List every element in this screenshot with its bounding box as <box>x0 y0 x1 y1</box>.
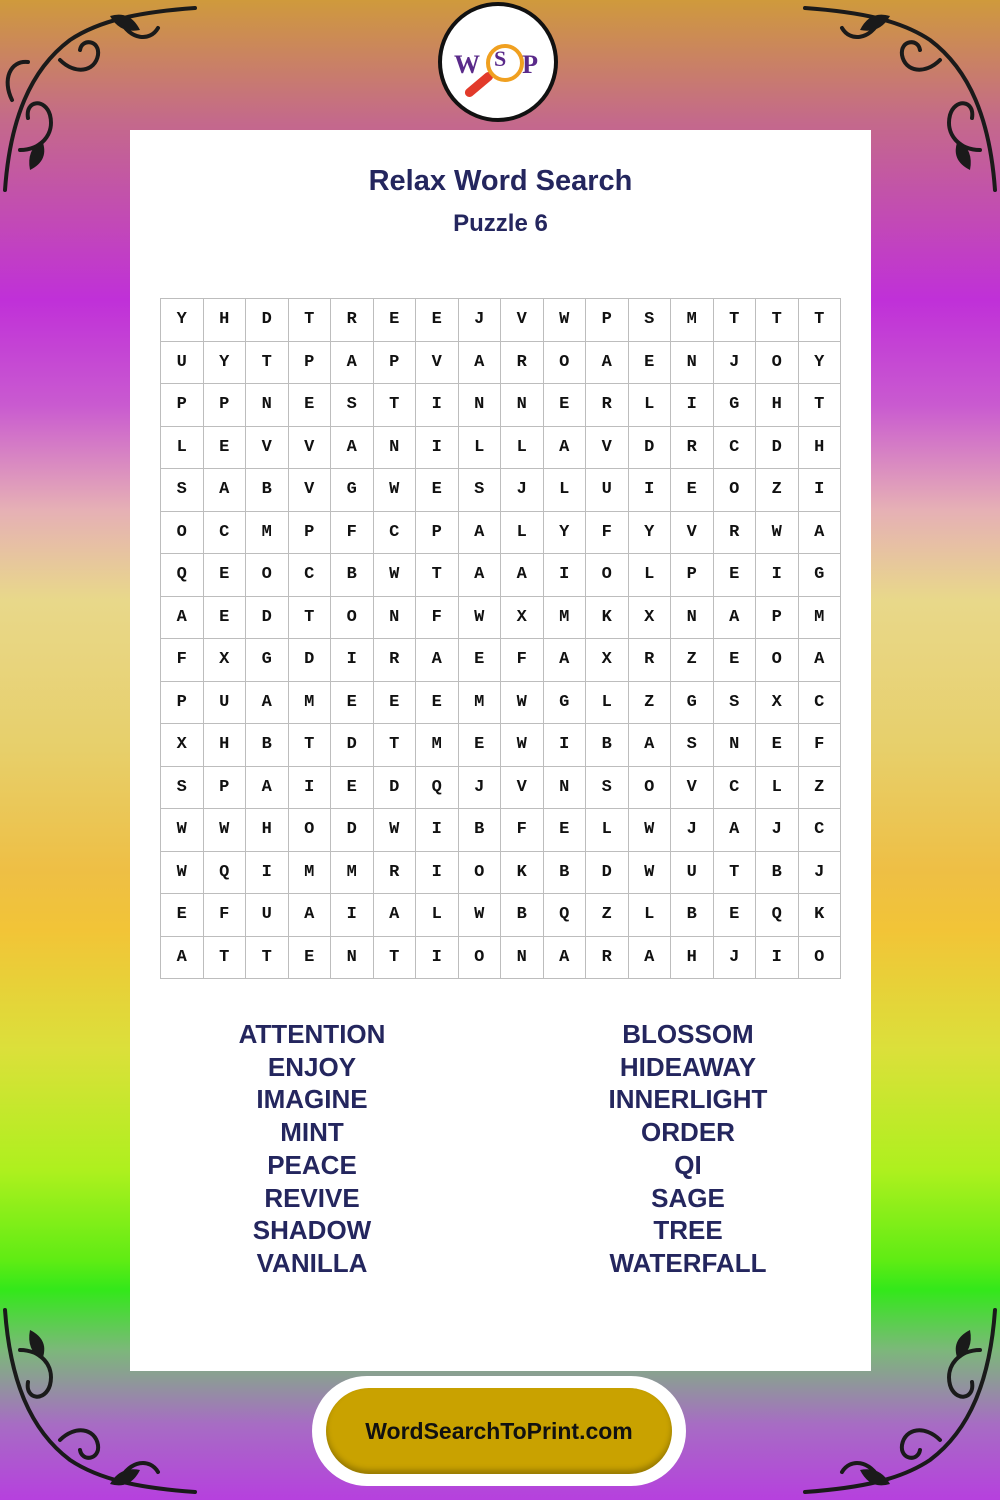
word-list-item: REVIVE <box>264 1182 360 1213</box>
grid-cell[interactable]: W <box>374 809 417 852</box>
grid-cell[interactable]: W <box>501 724 544 767</box>
word-list-left <box>162 1018 462 1280</box>
grid-cell[interactable]: E <box>374 682 417 725</box>
grid-cell[interactable]: E <box>416 299 459 342</box>
word-list-item: ATTENTION <box>238 1019 386 1049</box>
grid-cell[interactable]: A <box>586 342 629 385</box>
grid-cell[interactable]: A <box>714 809 757 852</box>
grid-cell[interactable]: H <box>204 299 247 342</box>
grid-cell[interactable]: M <box>544 597 587 640</box>
grid-cell[interactable]: F <box>331 512 374 555</box>
grid-cell[interactable]: S <box>714 682 757 725</box>
grid-cell[interactable]: W <box>459 597 502 640</box>
grid-cell[interactable]: N <box>331 937 374 980</box>
grid-cell[interactable]: I <box>756 554 799 597</box>
grid-cell[interactable]: P <box>756 597 799 640</box>
grid-cell[interactable]: L <box>586 682 629 725</box>
grid-cell[interactable]: A <box>161 597 204 640</box>
grid-cell[interactable]: A <box>501 554 544 597</box>
grid-cell[interactable]: V <box>501 299 544 342</box>
grid-cell[interactable]: W <box>374 469 417 512</box>
grid-cell[interactable]: A <box>799 639 842 682</box>
grid-cell[interactable]: A <box>459 342 502 385</box>
grid-cell[interactable]: I <box>544 554 587 597</box>
grid-cell[interactable]: V <box>416 342 459 385</box>
grid-cell[interactable]: V <box>246 427 289 470</box>
grid-cell[interactable]: T <box>374 937 417 980</box>
footer-url-text: WordSearchToPrint.com <box>365 1417 633 1444</box>
grid-cell[interactable]: V <box>289 469 332 512</box>
grid-cell[interactable]: D <box>246 299 289 342</box>
grid-cell[interactable]: J <box>714 937 757 980</box>
grid-cell[interactable]: E <box>756 724 799 767</box>
grid-cell[interactable]: C <box>714 427 757 470</box>
grid-cell[interactable]: N <box>246 384 289 427</box>
grid-cell[interactable]: A <box>799 512 842 555</box>
grid-cell[interactable]: X <box>629 597 672 640</box>
grid-cell[interactable]: M <box>246 512 289 555</box>
grid-cell[interactable]: Q <box>204 852 247 895</box>
grid-cell[interactable]: A <box>331 342 374 385</box>
grid-cell[interactable]: N <box>714 724 757 767</box>
grid-cell[interactable]: D <box>756 427 799 470</box>
grid-cell[interactable]: K <box>501 852 544 895</box>
grid-cell[interactable]: W <box>756 512 799 555</box>
grid-cell[interactable]: E <box>544 384 587 427</box>
grid-cell[interactable]: H <box>756 384 799 427</box>
grid-cell[interactable]: Q <box>544 894 587 937</box>
grid-cell[interactable]: P <box>204 767 247 810</box>
grid-cell[interactable]: T <box>374 724 417 767</box>
grid-cell[interactable]: O <box>544 342 587 385</box>
grid-cell[interactable]: N <box>671 342 714 385</box>
grid-cell[interactable]: G <box>331 469 374 512</box>
grid-cell[interactable]: C <box>289 554 332 597</box>
grid-cell[interactable]: V <box>289 427 332 470</box>
grid-cell[interactable]: D <box>629 427 672 470</box>
grid-cell[interactable]: T <box>289 299 332 342</box>
grid-cell[interactable]: I <box>671 384 714 427</box>
grid-cell[interactable]: V <box>501 767 544 810</box>
grid-cell[interactable]: D <box>586 852 629 895</box>
grid-cell[interactable]: T <box>416 554 459 597</box>
grid-cell[interactable]: T <box>714 852 757 895</box>
grid-cell[interactable]: J <box>501 469 544 512</box>
grid-cell[interactable]: U <box>671 852 714 895</box>
grid-cell[interactable]: B <box>459 809 502 852</box>
grid-cell[interactable]: E <box>459 639 502 682</box>
grid-cell[interactable]: O <box>459 937 502 980</box>
grid-cell[interactable]: S <box>671 724 714 767</box>
grid-cell[interactable]: M <box>416 724 459 767</box>
grid-cell[interactable]: B <box>246 469 289 512</box>
grid-cell[interactable]: W <box>544 299 587 342</box>
grid-cell[interactable]: S <box>331 384 374 427</box>
grid-cell[interactable]: E <box>714 894 757 937</box>
grid-cell[interactable]: A <box>544 639 587 682</box>
grid-cell[interactable]: L <box>501 512 544 555</box>
logo-letter-s: S <box>494 46 507 71</box>
grid-cell[interactable]: A <box>246 682 289 725</box>
grid-cell[interactable]: O <box>459 852 502 895</box>
grid-cell[interactable]: N <box>459 384 502 427</box>
grid-cell[interactable]: I <box>416 937 459 980</box>
grid-cell[interactable]: A <box>161 937 204 980</box>
grid-cell[interactable]: K <box>586 597 629 640</box>
grid-cell[interactable]: W <box>629 809 672 852</box>
grid-cell[interactable]: E <box>416 469 459 512</box>
grid-cell[interactable]: R <box>331 299 374 342</box>
grid-cell[interactable]: I <box>416 427 459 470</box>
grid-cell[interactable]: Z <box>629 682 672 725</box>
word-list-item: IMAGINE <box>256 1084 368 1115</box>
grid-cell[interactable]: N <box>374 427 417 470</box>
grid-cell[interactable]: V <box>671 512 714 555</box>
grid-cell[interactable]: Z <box>756 469 799 512</box>
grid-cell[interactable]: J <box>671 809 714 852</box>
grid-cell[interactable]: X <box>586 639 629 682</box>
word-list-item: TREE <box>653 1215 723 1246</box>
grid-cell[interactable]: P <box>671 554 714 597</box>
grid-cell[interactable]: A <box>629 937 672 980</box>
grid-cell[interactable]: G <box>799 554 842 597</box>
grid-cell[interactable]: O <box>629 767 672 810</box>
word-list-item: SHADOW <box>252 1215 372 1246</box>
grid-cell[interactable]: Z <box>799 767 842 810</box>
word-list-item: VANILLA <box>256 1247 368 1278</box>
grid-cell[interactable]: T <box>756 299 799 342</box>
grid-cell[interactable]: F <box>204 894 247 937</box>
grid-cell[interactable]: H <box>671 937 714 980</box>
grid-cell[interactable]: E <box>374 299 417 342</box>
grid-cell[interactable]: F <box>501 639 544 682</box>
footer-url-pill <box>312 1376 686 1486</box>
grid-cell[interactable]: A <box>246 767 289 810</box>
grid-cell[interactable]: P <box>204 384 247 427</box>
grid-cell[interactable]: A <box>629 724 672 767</box>
grid-cell[interactable]: D <box>331 724 374 767</box>
grid-cell[interactable]: Z <box>671 639 714 682</box>
grid-cell[interactable]: E <box>204 554 247 597</box>
grid-cell[interactable]: C <box>799 682 842 725</box>
grid-cell[interactable]: T <box>246 937 289 980</box>
grid-cell[interactable]: H <box>204 724 247 767</box>
grid-cell[interactable]: J <box>756 809 799 852</box>
grid-cell[interactable]: A <box>331 427 374 470</box>
word-list-item: BLOSSOM <box>622 1019 754 1049</box>
grid-cell[interactable]: F <box>586 512 629 555</box>
grid-cell[interactable]: P <box>161 682 204 725</box>
grid-cell[interactable]: X <box>501 597 544 640</box>
grid-cell[interactable]: E <box>459 724 502 767</box>
grid-cell[interactable]: P <box>289 342 332 385</box>
grid-cell[interactable]: L <box>629 894 672 937</box>
grid-cell[interactable]: N <box>501 384 544 427</box>
word-list-item: MINT <box>280 1117 344 1148</box>
grid-cell[interactable]: V <box>586 427 629 470</box>
grid-cell[interactable]: A <box>544 427 587 470</box>
grid-cell[interactable]: W <box>161 852 204 895</box>
grid-cell[interactable]: H <box>799 427 842 470</box>
grid-cell[interactable]: L <box>629 554 672 597</box>
grid-cell[interactable]: L <box>586 809 629 852</box>
logo-letter-w: W <box>454 50 480 79</box>
grid-cell[interactable]: E <box>161 894 204 937</box>
grid-cell[interactable]: O <box>289 809 332 852</box>
wsp-logo[interactable] <box>438 2 558 122</box>
grid-cell[interactable]: F <box>799 724 842 767</box>
grid-cell[interactable]: L <box>756 767 799 810</box>
grid-cell[interactable]: W <box>374 554 417 597</box>
grid-cell[interactable]: I <box>629 469 672 512</box>
grid-cell[interactable]: E <box>544 809 587 852</box>
grid-cell[interactable]: B <box>586 724 629 767</box>
grid-cell[interactable]: O <box>246 554 289 597</box>
grid-cell[interactable]: B <box>756 852 799 895</box>
grid-cell[interactable]: T <box>204 937 247 980</box>
grid-cell[interactable]: F <box>161 639 204 682</box>
grid-cell[interactable]: E <box>204 427 247 470</box>
grid-cell[interactable]: O <box>756 639 799 682</box>
grid-cell[interactable]: H <box>246 809 289 852</box>
grid-cell[interactable]: X <box>204 639 247 682</box>
word-list-item: ORDER <box>641 1117 735 1148</box>
grid-cell[interactable]: J <box>459 299 502 342</box>
grid-cell[interactable]: L <box>459 427 502 470</box>
grid-cell[interactable]: E <box>671 469 714 512</box>
grid-cell[interactable]: A <box>289 894 332 937</box>
word-list-item: QI <box>674 1149 702 1180</box>
grid-cell[interactable]: A <box>204 469 247 512</box>
grid-cell[interactable]: R <box>586 937 629 980</box>
grid-cell[interactable]: S <box>161 469 204 512</box>
grid-cell[interactable]: Y <box>629 512 672 555</box>
grid-cell[interactable]: O <box>161 512 204 555</box>
grid-cell[interactable]: J <box>799 852 842 895</box>
grid-cell[interactable]: M <box>459 682 502 725</box>
grid-cell[interactable]: U <box>586 469 629 512</box>
grid-cell[interactable]: U <box>161 342 204 385</box>
grid-cell[interactable]: G <box>671 682 714 725</box>
grid-cell[interactable]: W <box>459 894 502 937</box>
grid-cell[interactable]: K <box>799 894 842 937</box>
grid-cell[interactable]: T <box>374 384 417 427</box>
grid-cell[interactable]: E <box>289 937 332 980</box>
grid-cell[interactable]: W <box>629 852 672 895</box>
grid-cell[interactable]: Q <box>161 554 204 597</box>
grid-cell[interactable]: R <box>671 427 714 470</box>
grid-cell[interactable]: D <box>374 767 417 810</box>
grid-cell[interactable]: O <box>799 937 842 980</box>
grid-cell[interactable]: N <box>671 597 714 640</box>
grid-cell[interactable]: S <box>161 767 204 810</box>
grid-cell[interactable]: N <box>544 767 587 810</box>
grid-cell[interactable]: W <box>161 809 204 852</box>
grid-cell[interactable]: P <box>586 299 629 342</box>
grid-cell[interactable]: N <box>374 597 417 640</box>
grid-cell[interactable]: R <box>714 512 757 555</box>
grid-cell[interactable]: I <box>331 894 374 937</box>
grid-cell[interactable]: O <box>756 342 799 385</box>
grid-cell[interactable]: I <box>331 639 374 682</box>
grid-cell[interactable]: V <box>671 767 714 810</box>
grid-cell[interactable]: U <box>204 682 247 725</box>
grid-cell[interactable]: N <box>501 937 544 980</box>
grid-cell[interactable]: T <box>289 597 332 640</box>
grid-cell[interactable]: B <box>544 852 587 895</box>
word-list-item: SAGE <box>651 1182 725 1213</box>
grid-cell[interactable]: Y <box>204 342 247 385</box>
grid-cell[interactable]: P <box>161 384 204 427</box>
grid-cell[interactable]: P <box>416 512 459 555</box>
word-list-item: WATERFALL <box>609 1247 767 1278</box>
grid-cell[interactable]: W <box>501 682 544 725</box>
grid-cell[interactable]: M <box>289 852 332 895</box>
grid-cell[interactable]: E <box>289 384 332 427</box>
grid-cell[interactable]: I <box>289 767 332 810</box>
grid-cell[interactable]: E <box>629 342 672 385</box>
grid-cell[interactable]: I <box>799 469 842 512</box>
word-list-right <box>538 1018 838 1280</box>
grid-cell[interactable]: I <box>416 384 459 427</box>
grid-cell[interactable]: M <box>331 852 374 895</box>
grid-cell[interactable]: F <box>416 597 459 640</box>
grid-cell[interactable]: R <box>586 384 629 427</box>
grid-cell[interactable]: E <box>331 767 374 810</box>
grid-cell[interactable]: S <box>459 469 502 512</box>
grid-cell[interactable]: T <box>714 299 757 342</box>
grid-cell[interactable]: A <box>374 894 417 937</box>
word-list-item: INNERLIGHT <box>608 1084 768 1115</box>
grid-cell[interactable]: R <box>374 852 417 895</box>
grid-cell[interactable]: Y <box>544 512 587 555</box>
grid-cell[interactable]: I <box>756 937 799 980</box>
word-list-item: PEACE <box>267 1149 357 1180</box>
grid-cell[interactable]: R <box>374 639 417 682</box>
grid-cell[interactable]: E <box>204 597 247 640</box>
grid-cell[interactable]: O <box>331 597 374 640</box>
grid-cell[interactable]: T <box>799 384 842 427</box>
word-list-item: ENJOY <box>267 1051 357 1082</box>
grid-cell[interactable]: Z <box>586 894 629 937</box>
grid-cell[interactable]: X <box>756 682 799 725</box>
grid-cell[interactable]: M <box>799 597 842 640</box>
grid-cell[interactable]: O <box>586 554 629 597</box>
grid-cell[interactable]: E <box>416 682 459 725</box>
puzzle-card <box>130 130 871 1371</box>
grid-cell[interactable]: C <box>714 767 757 810</box>
grid-cell[interactable]: Y <box>799 342 842 385</box>
grid-cell[interactable]: G <box>544 682 587 725</box>
grid-cell[interactable]: D <box>246 597 289 640</box>
grid-cell[interactable]: L <box>629 384 672 427</box>
grid-cell[interactable]: S <box>586 767 629 810</box>
grid-cell[interactable]: G <box>246 639 289 682</box>
grid-cell[interactable]: M <box>289 682 332 725</box>
grid-cell[interactable]: J <box>714 342 757 385</box>
grid-cell[interactable]: B <box>501 894 544 937</box>
grid-cell[interactable]: S <box>629 299 672 342</box>
grid-cell[interactable]: L <box>416 894 459 937</box>
grid-cell[interactable]: L <box>544 469 587 512</box>
grid-cell[interactable]: W <box>204 809 247 852</box>
grid-cell[interactable]: G <box>714 384 757 427</box>
grid-cell[interactable]: I <box>416 809 459 852</box>
grid-cell[interactable]: C <box>204 512 247 555</box>
grid-cell[interactable]: A <box>714 597 757 640</box>
grid-cell[interactable]: A <box>416 639 459 682</box>
footer-url-button[interactable] <box>326 1388 672 1474</box>
grid-cell[interactable]: T <box>246 342 289 385</box>
word-list-item: HIDEAWAY <box>619 1051 757 1082</box>
grid-cell[interactable]: R <box>629 639 672 682</box>
grid-cell[interactable]: M <box>671 299 714 342</box>
grid-cell[interactable]: T <box>799 299 842 342</box>
grid-cell[interactable]: C <box>374 512 417 555</box>
grid-cell[interactable]: O <box>714 469 757 512</box>
grid-cell[interactable]: P <box>289 512 332 555</box>
grid-cell[interactable]: A <box>459 512 502 555</box>
grid-cell[interactable]: Y <box>161 299 204 342</box>
grid-cell[interactable]: L <box>501 427 544 470</box>
grid-cell[interactable]: R <box>501 342 544 385</box>
grid-cell[interactable]: B <box>331 554 374 597</box>
grid-cell[interactable]: I <box>544 724 587 767</box>
grid-cell[interactable]: P <box>374 342 417 385</box>
grid-cell[interactable]: I <box>416 852 459 895</box>
grid-cell[interactable]: B <box>246 724 289 767</box>
page-title: Relax Word Search <box>368 165 633 197</box>
grid-cell[interactable]: T <box>289 724 332 767</box>
grid-cell[interactable]: C <box>799 809 842 852</box>
grid-cell[interactable]: D <box>331 809 374 852</box>
grid-cell[interactable]: D <box>289 639 332 682</box>
logo-letter-p: P <box>522 50 538 79</box>
grid-cell[interactable]: F <box>501 809 544 852</box>
puzzle-number: Puzzle 6 <box>453 210 548 237</box>
letter-grid <box>160 298 841 979</box>
grid-cell[interactable]: E <box>714 639 757 682</box>
grid-cell[interactable]: X <box>161 724 204 767</box>
grid-cell[interactable]: Q <box>416 767 459 810</box>
grid-cell[interactable]: A <box>544 937 587 980</box>
grid-cell[interactable]: U <box>246 894 289 937</box>
grid-cell[interactable]: E <box>714 554 757 597</box>
grid-cell[interactable]: I <box>246 852 289 895</box>
grid-cell[interactable]: A <box>459 554 502 597</box>
grid-cell[interactable]: J <box>459 767 502 810</box>
grid-cell[interactable]: Q <box>756 894 799 937</box>
grid-cell[interactable]: B <box>671 894 714 937</box>
grid-cell[interactable]: L <box>161 427 204 470</box>
grid-cell[interactable]: E <box>331 682 374 725</box>
